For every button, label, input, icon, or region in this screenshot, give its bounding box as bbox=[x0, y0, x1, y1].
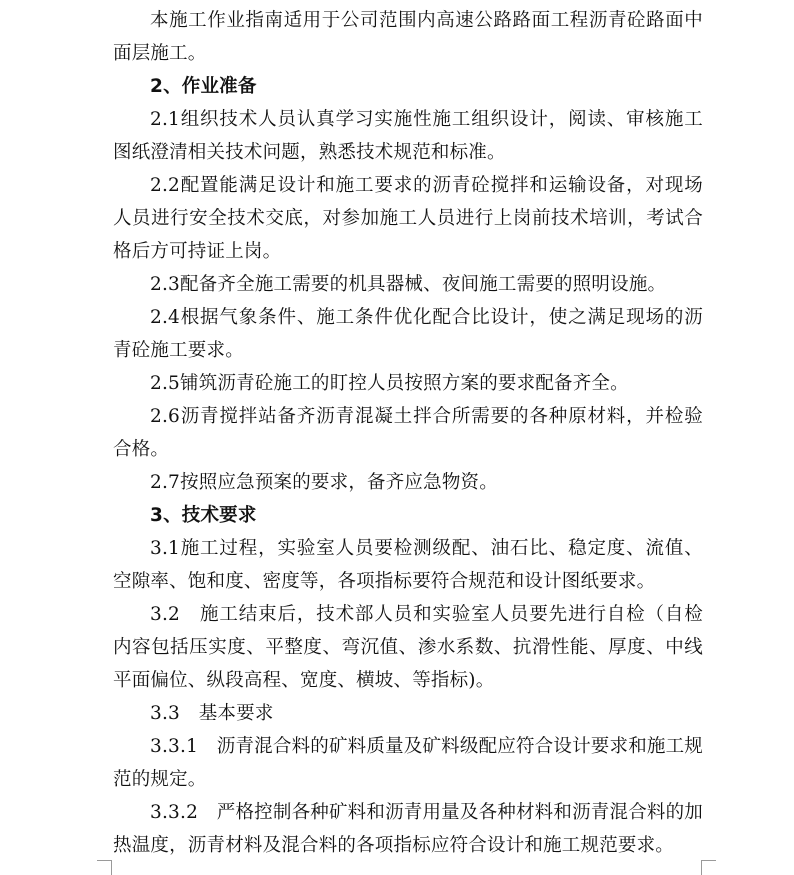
document-body bbox=[113, 4, 703, 862]
paragraph-2-3: 2.3配备齐全施工需要的机具器械、夜间施工需要的照明设施。 bbox=[150, 274, 667, 295]
crop-mark-bottom-left bbox=[97, 860, 112, 875]
paragraph-2-5: 2.5铺筑沥青砼施工的盯控人员按照方案的要求配备齐全。 bbox=[150, 373, 629, 394]
paragraph-2-6: 2.6沥青搅拌站备齐沥青混凝土拌合所需要的各种原材料，并检验合格。 bbox=[113, 406, 703, 460]
paragraph-scope: 本施工作业指南适用于公司范围内高速公路路面工程沥青砼路面中面层施工。 bbox=[113, 10, 703, 64]
section-heading-3: 3、技术要求 bbox=[150, 505, 257, 526]
paragraph-3-3-2: 3.3.2 严格控制各种矿料和沥青用量及各种材料和沥青混合料的加热温度，沥青材料及混合料的各项指标应符合设计和施工规范要求。 bbox=[113, 802, 703, 856]
paragraph-2-2: 2.2配置能满足设计和施工要求的沥青砼搅拌和运输设备，对现场人员进行安全技术交底，对参加施工人员进行上岗前技术培训，考试合格后方可持证上岗。 bbox=[113, 175, 703, 262]
paragraph-3-2: 3.2 施工结束后，技术部人员和实验室人员要先进行自检（自检内容包括压实度、平整度、弯沉值、渗水系数、抗滑性能、厚度、中线平面偏位、纵段高程、宽度、横坡、等指标)。 bbox=[113, 604, 703, 691]
paragraph-2-7: 2.7按照应急预案的要求，备齐应急物资。 bbox=[150, 472, 498, 493]
paragraph-3-3: 3.3 基本要求 bbox=[150, 703, 274, 724]
paragraph-3-3-1: 3.3.1 沥青混合料的矿料质量及矿料级配应符合设计要求和施工规范的规定。 bbox=[113, 736, 703, 790]
paragraph-2-1: 2.1组织技术人员认真学习实施性施工组织设计，阅读、审核施工图纸澄清相关技术问题，熟悉技术规范和标准。 bbox=[113, 109, 703, 163]
section-heading-2: 2、作业准备 bbox=[150, 76, 257, 97]
paragraph-2-4: 2.4根据气象条件、施工条件优化配合比设计，使之满足现场的沥青砼施工要求。 bbox=[113, 307, 703, 361]
crop-mark-bottom-right bbox=[701, 860, 716, 875]
paragraph-3-1: 3.1施工过程，实验室人员要检测级配、油石比、稳定度、流值、空隙率、饱和度、密度等，各项指标要符合规范和设计图纸要求。 bbox=[113, 538, 703, 592]
